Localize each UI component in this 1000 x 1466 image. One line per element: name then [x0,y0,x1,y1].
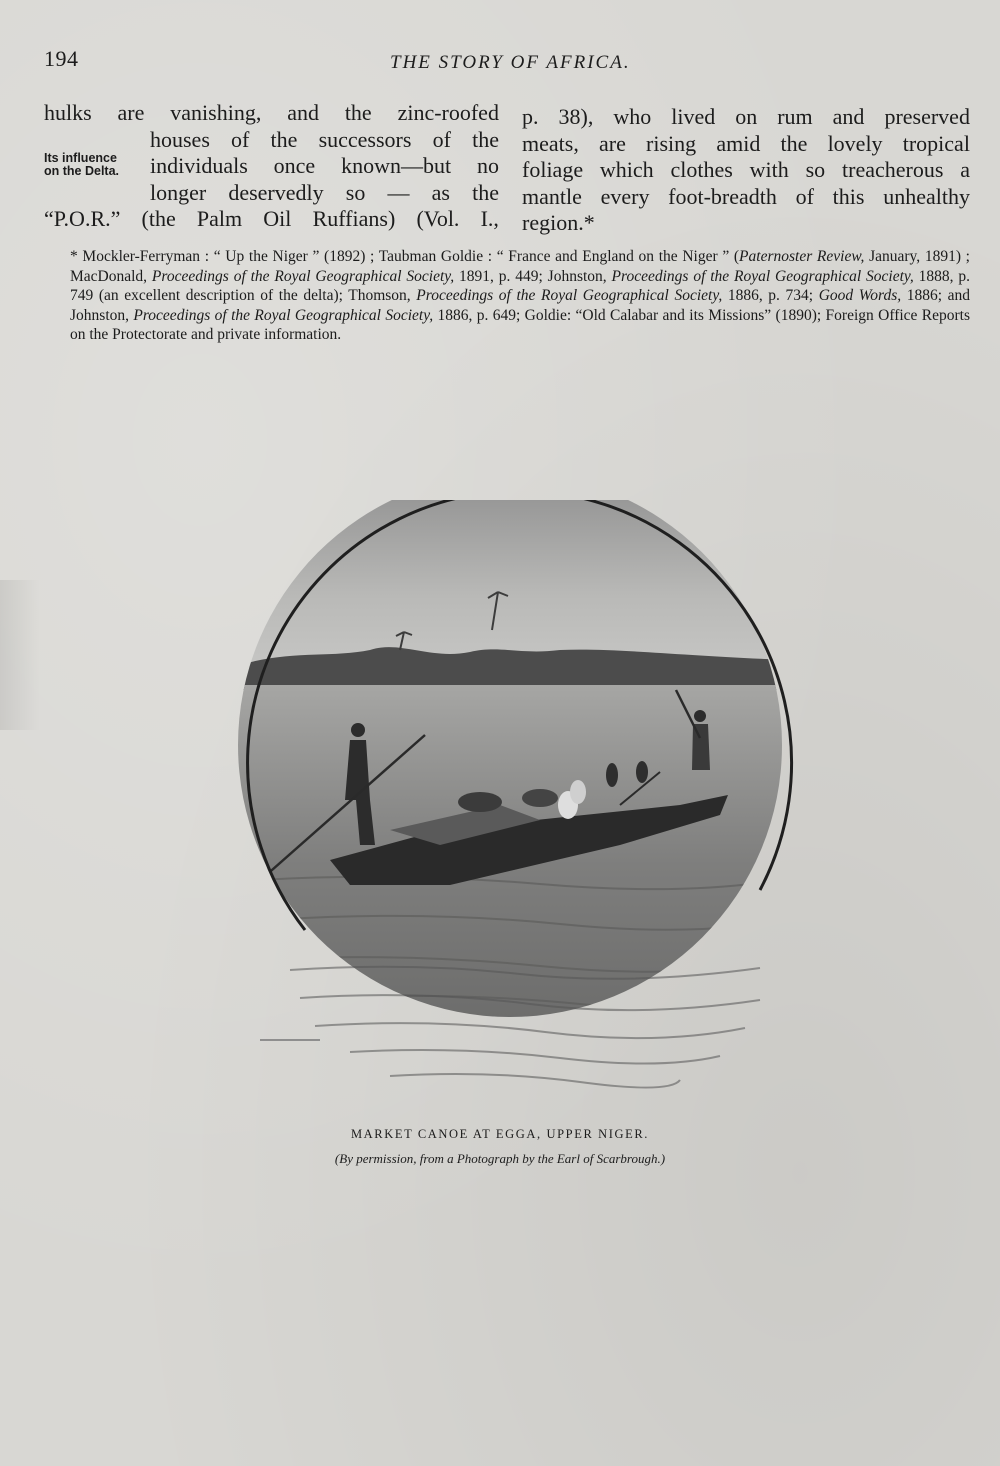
word: known—but [341,153,452,178]
photo-scene [230,500,790,1045]
footnote-italic-text: Proceedings of the Royal Geographical Society, [151,267,455,285]
word: treacherous [842,157,944,182]
word: Palm [196,206,243,231]
footnote-text-segment: 1886, p. 734; [722,287,819,305]
word: who [613,104,652,129]
word: rum [777,104,813,129]
word: deservedly [228,179,324,205]
right-column [522,104,970,237]
word: amid [716,130,761,156]
word: a [960,157,970,182]
word: this [832,183,865,209]
word: no [476,153,499,178]
word: tropical [902,130,970,156]
word: on [735,104,758,129]
footnote-text-segment: 1888, p. 749 (an excellent description of the delta); Thomson, [70,267,971,305]
footnote-italic-text: Proceedings of the Royal Geographical Society, [611,267,914,285]
word: unhealthy [883,183,970,209]
word: — [387,179,410,205]
word: every [600,183,650,209]
footnote-text-segment: * Mockler-Ferryman : “ Up the Niger ” (1892) ; Taubman Goldie : “ France and England on the Niger ” ( [70,248,740,265]
footnote-italic-text: Proceedings of the Royal Geographical Society, [133,306,434,324]
word: the [780,130,808,156]
word: (the [141,206,176,231]
word: Oil [263,206,292,231]
margin-note [44,152,119,178]
word: Ruffians) [312,206,396,231]
word: zinc-roofed [397,100,499,125]
body-line [44,206,499,233]
word: the [472,179,499,205]
footnote-text-segment: January, 1891) ; MacDonald, [70,248,970,285]
word: successors [318,126,412,152]
word: 38), [558,104,594,129]
body-line [44,180,499,207]
word: and [287,100,319,125]
word: and [832,104,865,129]
word: hulks [44,100,92,125]
word: mantle [522,183,582,209]
word: I., [480,206,499,231]
word: of [795,183,814,209]
body-line [522,104,970,131]
footnote-text-segment: 1891, p. 449; Johnston, [454,267,612,285]
word: individuals [150,153,248,178]
word: foliage [522,157,584,182]
footnote-italic-text: Good Words, [818,287,902,305]
footnote-text-segment: 1886; and Johnston, [70,287,971,324]
word: so [345,179,366,205]
footnote-italic-text: Paternoster Review, [739,248,865,265]
word: preserved [884,104,970,129]
illustration-credit: (By permission, from a Photograph by the Earl of Scarbrough.) [334,1151,666,1166]
margin-note-line: Its influence [44,151,117,165]
body-line [522,184,970,211]
word: as [431,179,450,205]
word: (Vol. [416,206,460,231]
body-line [44,127,499,154]
market-canoe-illustration [200,500,820,1100]
footnote-text [42,247,970,345]
word: houses [150,126,210,152]
page-number: 194 [44,46,79,71]
word: longer [150,179,207,205]
body-line [522,131,970,158]
word: lived [671,104,716,129]
word: lovely [827,130,883,156]
margin-note-line: on the Delta. [44,164,120,178]
word: vanishing, [170,100,262,125]
word: rising [646,130,697,156]
body-line [44,100,499,127]
word: the [344,100,372,125]
word: meats, [522,130,579,156]
word: are [599,130,626,156]
torn-edge [0,580,40,730]
running-title: THE STORY OF AFRICA. [390,52,631,73]
body-line: region.* [522,210,595,235]
word: so [805,157,826,182]
word: which [599,157,654,182]
word: are [117,100,145,125]
word: of [231,126,250,152]
word: of [432,126,451,152]
illustration-caption: MARKET CANOE AT EGGA, UPPER NIGER. [350,1127,650,1141]
word: “P.O.R.” [44,206,121,231]
word: p. [522,104,539,129]
word: with [749,157,789,182]
word: the [270,126,298,152]
body-line [522,157,970,184]
footnote-text-segment: 1886, p. 649; Goldie: “Old Calabar and its Missions” (1890); Foreign Office Reports on the Protectorate and private information. [70,306,971,344]
footnote-italic-text: Proceedings of the Royal Geographical Society, [416,287,723,305]
word: clothes [670,157,733,182]
word: foot-breadth [668,183,777,209]
footnote [42,247,970,345]
word: the [472,126,499,152]
word: once [273,153,316,178]
